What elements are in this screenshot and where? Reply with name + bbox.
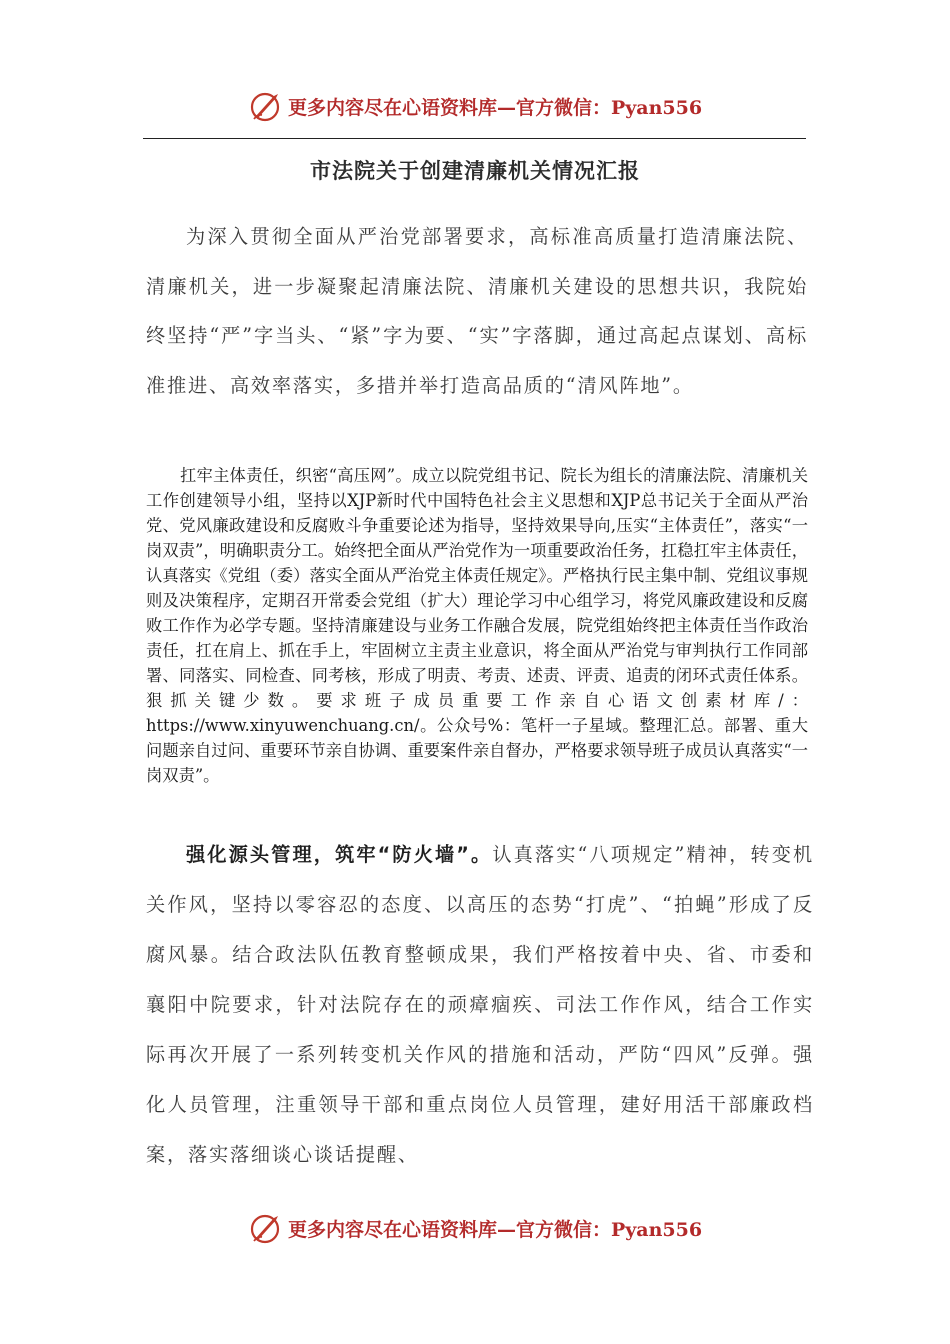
document-title: 市法院关于创建清廉机关情况汇报 (310, 159, 640, 183)
header-banner-text: 更多内容尽在心语资料库—官方微信：Pyan556 (287, 96, 703, 119)
paragraph-lead-heading: 强化源头管理，筑牢“防火墙”。 (186, 843, 493, 866)
pen-circle-logo-icon (248, 88, 284, 124)
header-divider (143, 138, 806, 139)
pen-circle-logo-icon (248, 1210, 284, 1246)
paragraph-intro: 为深入贯彻全面从严治党部署要求，高标准高质量打造清廉法院、清廉机关，进一步凝聚起清廉法院、清廉机关建设的思想共识，我院始终坚持“严”字当头、“紧”字为要、“实”字落脚，通过高起点谋划、高标准推进、高效率落实，多措并举打造高品质的“清风阵地”。 (146, 225, 808, 398)
paragraph-source-management (146, 830, 814, 1180)
footer-banner-text: 更多内容尽在心语资料库—官方微信：Pyan556 (287, 1218, 703, 1241)
paragraph-responsibility: 扛牢主体责任，织密“高压网”。成立以院党组书记、院长为组长的清廉法院、清廉机关工作创建领导小组，坚持以XJP新时代中国特色社会主义思想和XJP总书记关于全面从严治党、党风廉政建设和反腐败斗争重要论述为指导，坚持效果导向,压实“主体责任”，落实“一岗双责”，明确职责分工。始终把全面从严治党作为一项重要政治任务，扛稳扛牢主体责任，认真落实《党组（委）落实全面从严治党主体责任规定》。严格执行民主集中制、党组议事规则及决策程序，定期召开常委会党组（扩大）理论学习中心组学习，将党风廉政建设和反腐败工作作为必学专题。坚持清廉建设与业务工作融合发展，院党组始终把主体责任当作政治责任，扛在肩上、抓在手上，牢固树立主责主业意识，将全面从严治党与审判执行工作同部署、同落实、同检查、同考核，形成了明责、考责、述责、评责、追责的闭环式责任体系。狠抓关键少数。要求班子成员重要工作亲自心语文创素材库/：https://www.xinyuwenchuang.cn/。公众号%：笔杆一子星域。整理汇总。部署、重大问题亲自过问、重要环节亲自协调、重要案件亲自督办，严格要求领导班子成员认真落实“一岗双责”。 (146, 466, 808, 785)
paragraph-body: 认真落实“八项规定”精神，转变机关作风，坚持以零容忍的态度、以高压的态势“打虎”、“拍蝇”形成了反腐风暴。结合政法队伍教育整顿成果，我们严格按着中央、省、市委和襄阳中院要求，针对法院存在的顽瘴痼疾、司法工作作风，结合工作实际再次开展了一系列转变机关作风的措施和活动，严防“四风”反弹。强化人员管理，注重领导干部和重点岗位人员管理，建好用活干部廉政档案，落实落细谈心谈话提醒、 (146, 843, 814, 1166)
header-banner (0, 84, 950, 128)
footer-banner (0, 1206, 950, 1250)
